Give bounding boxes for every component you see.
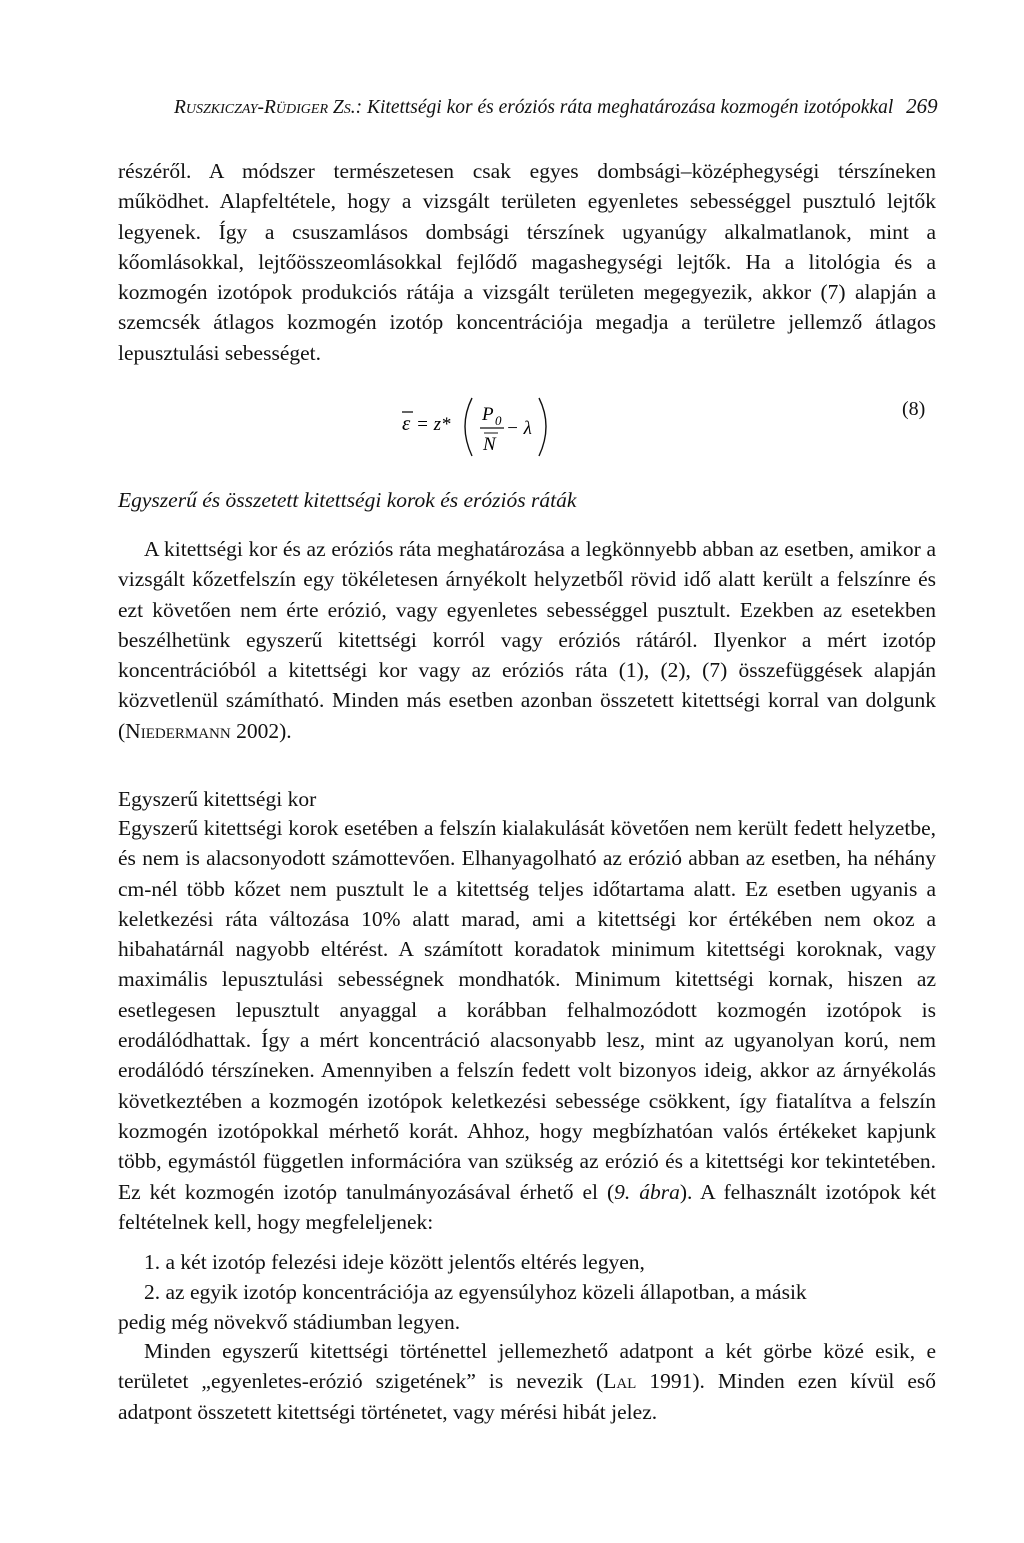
list-item-2-text: 2. az egyik izotóp koncentrációja az egyensúlyhoz közeli állapotban, a másik	[144, 1280, 807, 1304]
equation-graphic	[400, 390, 600, 462]
eq-denominator: N	[483, 434, 496, 455]
equation-number: (8)	[902, 398, 926, 420]
running-head	[174, 94, 938, 119]
eq-subscript: 0	[495, 413, 502, 428]
equation-8	[400, 390, 600, 460]
paragraph-2-text: A kitettségi kor és az eróziós ráta meghatározása a legkönnyebb abban az esetben, amikor a vizsgált kőzetfelszín egy tökéletesen árnyékolt helyzetből rövid idő alatt került a felszínre és ezt követően nem érte erózió, vagy egyenletes sebességgel pusztult. Ezekben az esetekben beszélhetünk egyszerű kitettségi korról vagy eróziós rátáról. Ilyenkor a mért izotóp koncentrációból a kitettségi kor vagy az eróziós ráta (1), (2), (7) összefüggések alapján közvetlenül számítható. Minden más esetben azonban összetett kitettségi korral van dolgunk (	[118, 537, 936, 743]
paragraph-2-end: 2002).	[230, 718, 292, 743]
running-head-author: Ruszkiczay-Rüdiger Zs.	[174, 97, 356, 118]
eq-right-paren	[539, 398, 546, 456]
figure-reference: 9. ábra	[614, 1179, 680, 1204]
section-heading-2: Egyszerű kitettségi kor	[118, 787, 317, 811]
eq-equals-z: = z*	[416, 414, 451, 435]
eq-epsilon: ε	[402, 411, 411, 435]
list-item-2	[118, 1277, 936, 1338]
eq-numerator: P	[482, 404, 494, 425]
page-number: 269	[906, 94, 938, 118]
paragraph-4-end: 1991). Minden ezen kívül eső adatpont összetett kitettségi történetet, vagy mérési hibát jelez.	[118, 1369, 937, 1424]
paragraph-3-end: ). A felhasznált izotópok két feltételnek kell, hogy megfeleljenek:	[118, 1179, 936, 1234]
section-heading-1: Egyszerű és összetett kitettségi korok és eróziós ráták	[118, 488, 577, 512]
list-item-2-continuation: pedig még növekvő stádiumban legyen.	[118, 1310, 461, 1335]
paragraph-3-text: Egyszerű kitettségi korok esetében a felszín kialakulását követően nem került fedett helyzetbe, és nem is alacsonyodott számottevően. Elhanyagolható az erózió abban az esetben, ha néhány cm-nél több kőzet nem pusztult le a kitettség teljes időtartama alatt. Ez esetben ugyanis a keletkezési ráta változása 10% alatt marad, ami a kitettségi kor értékében nem okoz a hibahatárnál nagyobb eltérést. A számított koradatok minimum kitettségi koroknak, vagy maximális lepusztulási sebességnek mondhatók. Minimum kitettségi kornak, hiszen az esetlegesen lepusztult anyaggal a korábban felhalmozódott kozmogén izotópok is erodálódhattak. Így a mért koncentráció alacsonyabb lesz, mint az ugyanolyan korú, nem erodálódó térszíneken. Amennyiben a felszín fedett volt bizonyos ideig, akkor az árnyékolás következtében a kozmogén izotópok keletkezési sebessége csökkent, így fiatalítva a felszín kozmogén izotópokkal mérhető korát. Ahhoz, hogy megbízhatóan valós értékeket kapjunk több, egymástól független információra van szükség az erózió és a kitettségi kor tekintetében. Ez két kozmogén izotóp tanulmányozásával érhető el (	[118, 816, 936, 1204]
paragraph-4	[118, 1336, 936, 1427]
paragraph-4-text: Minden egyszerű kitettségi történettel jellemezhető adatpont a két görbe közé esik, e területet „egyenletes-erózió szigetének” is nevezik (	[118, 1339, 936, 1394]
list-item-1: 1. a két izotóp felezési ideje között jelentős eltérés legyen,	[144, 1250, 645, 1274]
paragraph-1: részéről. A módszer természetesen csak egyes dombsági–középhegységi térszíneken működhet. Alapfeltétele, hogy a vizsgált területen egyenletes sebességgel pusztuló lejtők legyenek. Így a csuszamlásos dombsági térszínek ugyanúgy alkalmatlanok, mint a kőomlásokkal, lejtőösszeomlásokkal fejlődő magashegységi lejtők. Ha a litológia és a kozmogén izotópok produkciós rátája a vizsgált területen megegyezik, akkor (7) alapján a szemcsék átlagos kozmogén izotóp koncentrációja megadja a területre jellemző átlagos lepusztulási sebességet.	[118, 159, 936, 365]
citation-lal: Lal	[603, 1369, 637, 1394]
eq-minus-lambda: − λ	[506, 418, 532, 439]
eq-left-paren	[465, 398, 472, 456]
paragraph-3	[118, 813, 936, 1237]
paragraph-2	[118, 534, 936, 746]
citation-niedermann: Niedermann	[125, 718, 231, 743]
running-head-title: : Kitettségi kor és eróziós ráta meghatározása kozmogén izotópokkal	[355, 97, 894, 118]
